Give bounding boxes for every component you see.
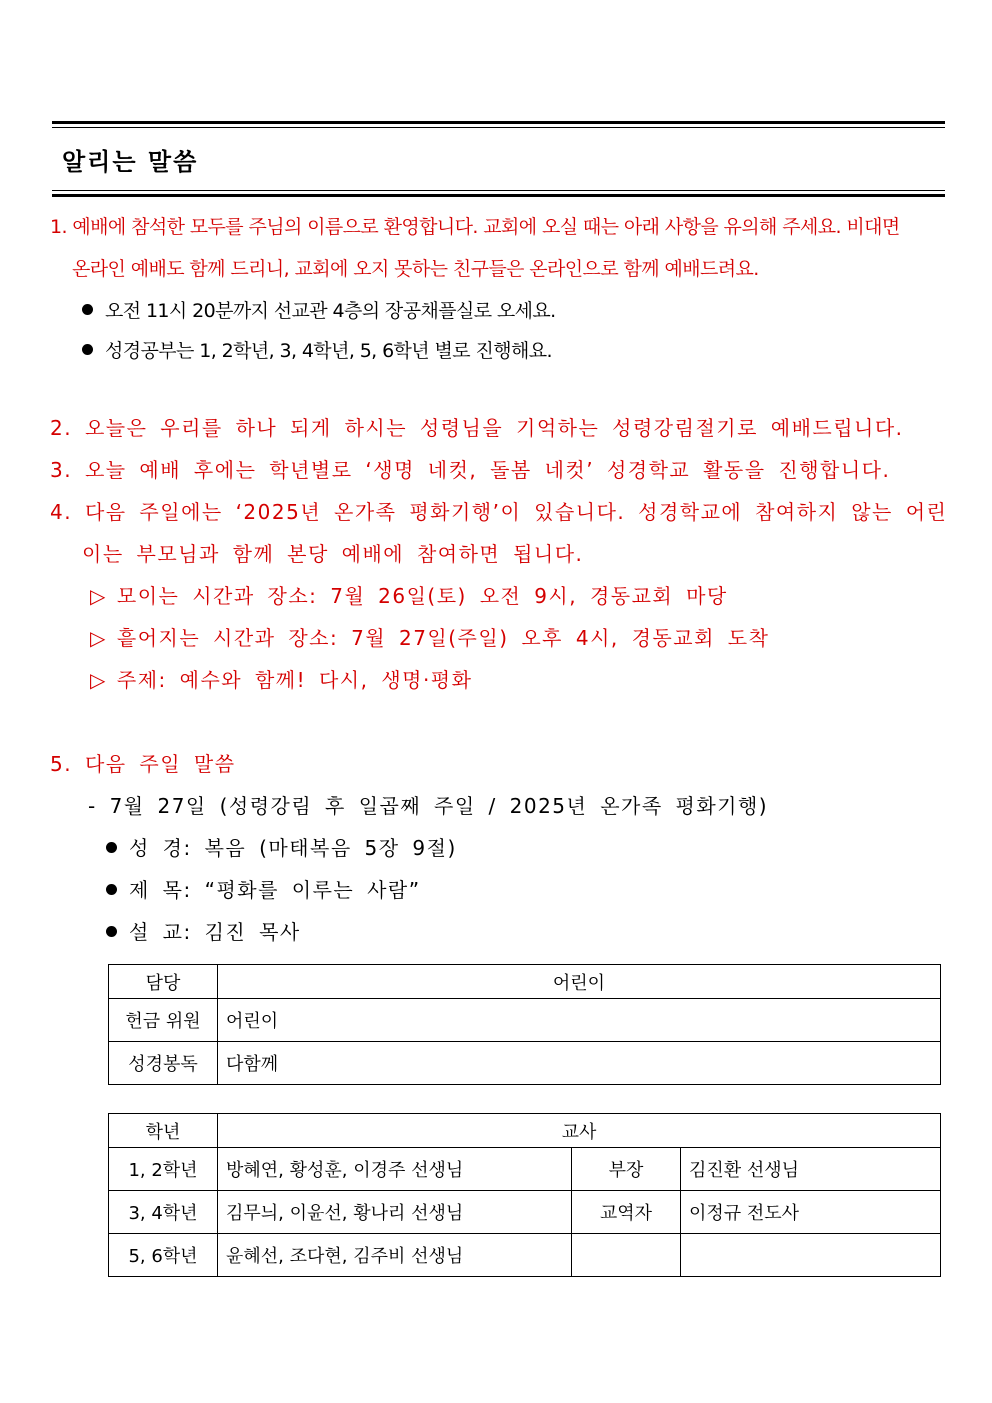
table-row — [109, 1234, 941, 1277]
notice-1-bullet-2: 성경공부는 1, 2학년, 3, 4학년, 5, 6학년 별로 진행해요. — [82, 336, 552, 363]
top-rule-thin — [52, 127, 945, 128]
duty-header-group: 어린이 — [218, 965, 941, 999]
notice-4-detail-gather: ▷ 모이는 시간과 장소: 7월 26일(토) 오전 9시, 경동교회 마당 — [90, 584, 728, 608]
sermon-title-line: 제 목: “평화를 이루는 사람” — [106, 874, 421, 903]
table-cell: 부장 — [572, 1148, 681, 1191]
table-cell: 1, 2학년 — [109, 1148, 218, 1191]
top-rule-thick — [52, 121, 945, 124]
notice-4-line-2: 이는 부모님과 함께 본당 예배에 참여하면 됩니다. — [82, 542, 584, 566]
table-cell: 이정규 전도사 — [681, 1191, 941, 1234]
notice-5-heading: 5. 다음 주일 말씀 — [50, 752, 236, 776]
triangle-marker-icon: ▷ — [90, 626, 107, 650]
teacher-header-grade: 학년 — [109, 1114, 218, 1148]
bullet-icon — [82, 304, 93, 315]
table-cell: 다함께 — [218, 1042, 941, 1085]
notice-4-detail-disperse: ▷ 흩어지는 시간과 장소: 7월 27일(주일) 오후 4시, 경동교회 도착 — [90, 626, 770, 650]
teacher-header-teachers: 교사 — [218, 1114, 941, 1148]
table-cell: 김진환 선생님 — [681, 1148, 941, 1191]
table-cell — [681, 1234, 941, 1277]
notice-4-detail-theme: ▷ 주제: 예수와 함께! 다시, 생명·평화 — [90, 668, 473, 692]
table-row — [109, 999, 941, 1042]
bullet-icon — [106, 926, 117, 937]
table-cell: 어린이 — [218, 999, 941, 1042]
notice-1-bullet-1: 오전 11시 20분까지 선교관 4층의 장공채플실로 오세요. — [82, 296, 556, 323]
table-row — [109, 1148, 941, 1191]
title-rule-thin — [52, 190, 945, 191]
notice-3: 3. 오늘 예배 후에는 학년별로 ‘생명 네컷, 돌봄 네컷’ 성경학교 활동을 진행합니다. — [50, 458, 891, 482]
table-row — [109, 965, 941, 999]
scripture-line: 성 경: 복음 (마태복음 5장 9절) — [106, 832, 457, 861]
teacher-table — [108, 1113, 941, 1277]
table-row — [109, 1114, 941, 1148]
notice-4-line-1: 4. 다음 주일에는 ‘2025년 온가족 평화기행’이 있습니다. 성경학교에 참여하지 않는 어린 — [50, 500, 948, 524]
preacher-line: 설 교: 김진 목사 — [106, 916, 301, 945]
table-cell: 교역자 — [572, 1191, 681, 1234]
title-rule-thick — [52, 194, 945, 197]
triangle-marker-icon: ▷ — [90, 584, 107, 608]
notice-2: 2. 오늘은 우리를 하나 되게 하시는 성령님을 기억하는 성령강림절기로 예배드립니다. — [50, 416, 904, 440]
bullet-icon — [106, 842, 117, 853]
table-cell: 방혜연, 황성훈, 이경주 선생님 — [218, 1148, 572, 1191]
notice-1-line-1: 1. 예배에 참석한 모두를 주님의 이름으로 환영합니다. 교회에 오실 때는 아래 사항을 유의해 주세요. 비대면 — [50, 216, 900, 238]
page-title: 알리는 말씀 — [62, 148, 199, 176]
bullet-icon — [82, 344, 93, 355]
bullet-icon — [106, 884, 117, 895]
table-cell: 성경봉독 — [109, 1042, 218, 1085]
table-cell: 5, 6학년 — [109, 1234, 218, 1277]
table-row — [109, 1191, 941, 1234]
table-cell: 윤혜선, 조다현, 김주비 선생님 — [218, 1234, 572, 1277]
notice-1-line-2: 온라인 예배도 함께 드리니, 교회에 오지 못하는 친구들은 온라인으로 함께 예배드려요. — [72, 258, 759, 280]
duty-header-role: 담당 — [109, 965, 218, 999]
table-cell: 김무늬, 이윤선, 황나리 선생님 — [218, 1191, 572, 1234]
table-cell — [572, 1234, 681, 1277]
table-cell: 헌금 위원 — [109, 999, 218, 1042]
duty-table — [108, 964, 941, 1085]
table-cell: 3, 4학년 — [109, 1191, 218, 1234]
triangle-marker-icon: ▷ — [90, 668, 107, 692]
table-row — [109, 1042, 941, 1085]
next-sunday-date: - 7월 27일 (성령강림 후 일곱째 주일 / 2025년 온가족 평화기행) — [88, 794, 769, 818]
